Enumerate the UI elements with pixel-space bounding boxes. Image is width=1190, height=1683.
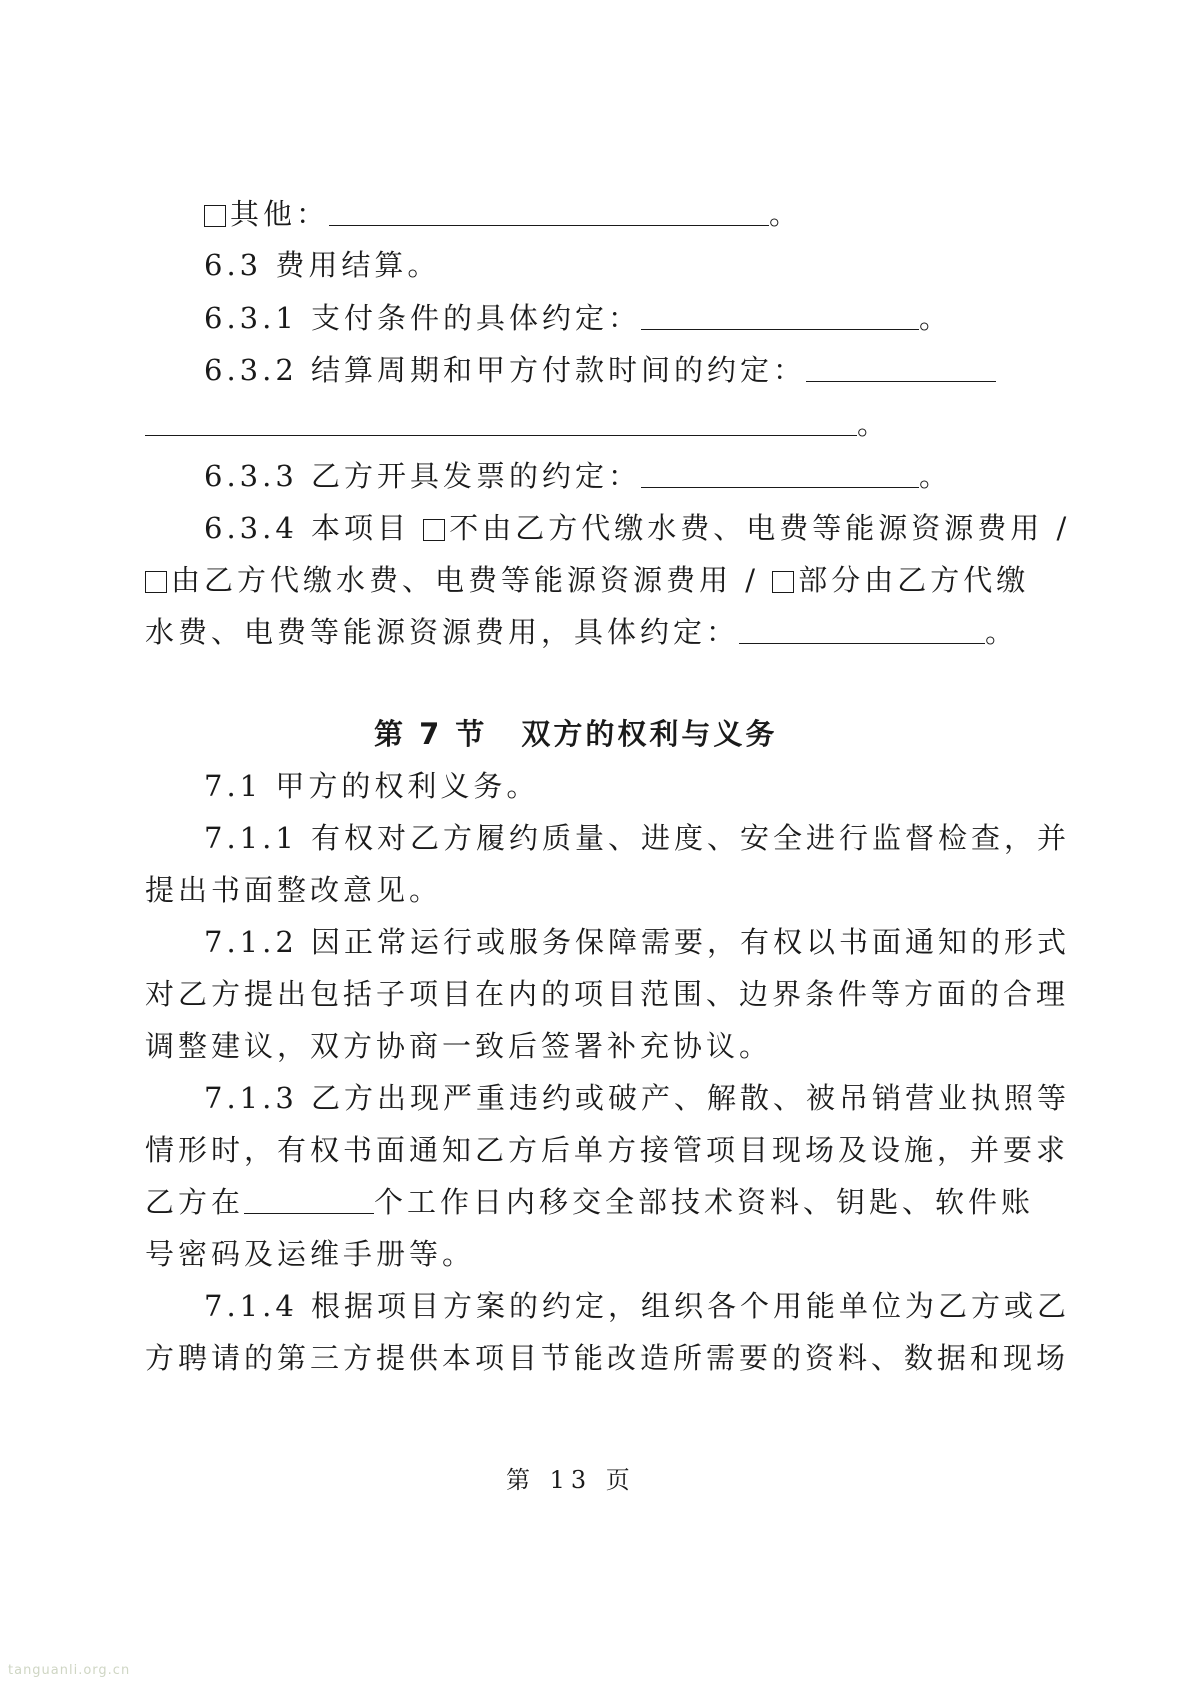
settlement-cycle-blank-1[interactable] (806, 355, 996, 382)
page-number: 第 13 页 (506, 1466, 636, 1494)
clause-6-3-1-label: 6.3.1 支付条件的具体约定： (204, 301, 642, 335)
clause-6-3-4-label: 6.3.4 本项目 (204, 511, 424, 545)
clause-7-1-2-cont2-text: 调整建议，双方协商一致后签署补充协议。 (145, 1029, 773, 1063)
clause-6-3-text: 6.3 费用结算。 (204, 248, 441, 282)
working-days-blank[interactable] (244, 1187, 374, 1214)
clause-7-1-4-text: 7.1.4 根据项目方案的约定，组织各个用能单位为乙方或乙 (204, 1289, 1071, 1323)
clause-6-3-2 (204, 350, 996, 390)
clause-7-1-3-text: 7.1.3 乙方出现严重违约或破产、解散、被吊销营业执照等 (204, 1081, 1071, 1115)
clause-6-3 (204, 245, 440, 285)
clause-7-1-2-cont (145, 974, 1069, 1014)
clause-6-3-2-label: 6.3.2 结算周期和甲方付款时间的约定： (204, 353, 807, 387)
line-other (204, 194, 802, 234)
period: 。 (985, 615, 1019, 649)
period: 。 (919, 459, 953, 493)
clause-7-1-1-cont-text: 提出书面整改意见。 (145, 873, 443, 907)
clause-7-1-1-cont (145, 870, 442, 910)
clause-6-3-3-label: 6.3.3 乙方开具发票的约定： (204, 459, 642, 493)
clause-7-1-3-prefix: 乙方在 (145, 1185, 245, 1219)
section-number: 第 7 节 (374, 717, 488, 751)
clause-7-1-text: 7.1 甲方的权利义务。 (204, 769, 540, 803)
checkbox-partially-paid[interactable] (772, 571, 794, 593)
clause-7-1-3-cont-text: 情形时，有权书面通知乙方后单方接管项目现场及设施，并要求 (145, 1133, 1070, 1167)
specific-agreement-label: 水费、电费等能源资源费用，具体约定： (145, 615, 740, 649)
settlement-cycle-blank-2[interactable] (145, 409, 857, 436)
clause-7-1-4 (204, 1286, 1070, 1326)
clause-7-1-3 (204, 1078, 1070, 1118)
watermark: tanguanli.org.cn (8, 1663, 131, 1678)
checkbox-paid[interactable] (145, 571, 167, 593)
clause-7-1-1-text: 7.1.1 有权对乙方履约质量、进度、安全进行监督检查，并 (204, 821, 1071, 855)
clause-6-3-1 (204, 298, 952, 338)
period: 。 (857, 407, 891, 441)
payment-conditions-blank[interactable] (641, 303, 919, 330)
clause-7-1-3-cont2 (145, 1182, 1034, 1222)
specific-agreement-blank[interactable] (739, 617, 985, 644)
option-partially-paid: 部分由乙方代缴 (798, 563, 1030, 597)
period: 。 (769, 197, 803, 231)
clause-7-1-2 (204, 922, 1070, 962)
other-label: 其他： (230, 197, 330, 231)
clause-6-3-2-cont (145, 404, 890, 444)
clause-7-1-3-cont3-text: 号密码及运维手册等。 (145, 1237, 476, 1271)
clause-7-1-2-cont-text: 对乙方提出包括子项目在内的项目范围、边界条件等方面的合理 (145, 977, 1070, 1011)
clause-6-3-4 (204, 508, 1070, 548)
clause-7-1-4-cont-text: 方聘请的第三方提供本项目节能改造所需要的资料、数据和现场 (145, 1341, 1070, 1375)
clause-6-3-3 (204, 456, 952, 496)
option-paid: 由乙方代缴水费、电费等能源资源费用 / (171, 563, 773, 597)
period: 。 (919, 301, 953, 335)
section-heading (374, 714, 777, 754)
clause-7-1-3-cont3 (145, 1234, 475, 1274)
clause-7-1-2-cont2 (145, 1026, 772, 1066)
clause-6-3-4-cont (145, 560, 1029, 600)
clause-7-1-3-suffix: 个工作日内移交全部技术资料、钥匙、软件账 (374, 1185, 1035, 1219)
clause-7-1-1 (204, 818, 1070, 858)
clause-7-1-2-text: 7.1.2 因正常运行或服务保障需要，有权以书面通知的形式 (204, 925, 1071, 959)
checkbox-not-paid[interactable] (423, 519, 445, 541)
other-blank[interactable] (329, 199, 769, 226)
option-not-paid: 不由乙方代缴水费、电费等能源资源费用 / (449, 511, 1071, 545)
clause-7-1 (204, 766, 539, 806)
clause-7-1-4-cont (145, 1338, 1069, 1378)
invoice-blank[interactable] (641, 461, 919, 488)
clause-6-3-4-cont2 (145, 612, 1018, 652)
section-title: 双方的权利与义务 (521, 717, 778, 751)
clause-7-1-3-cont (145, 1130, 1069, 1170)
checkbox-other[interactable] (204, 205, 226, 227)
